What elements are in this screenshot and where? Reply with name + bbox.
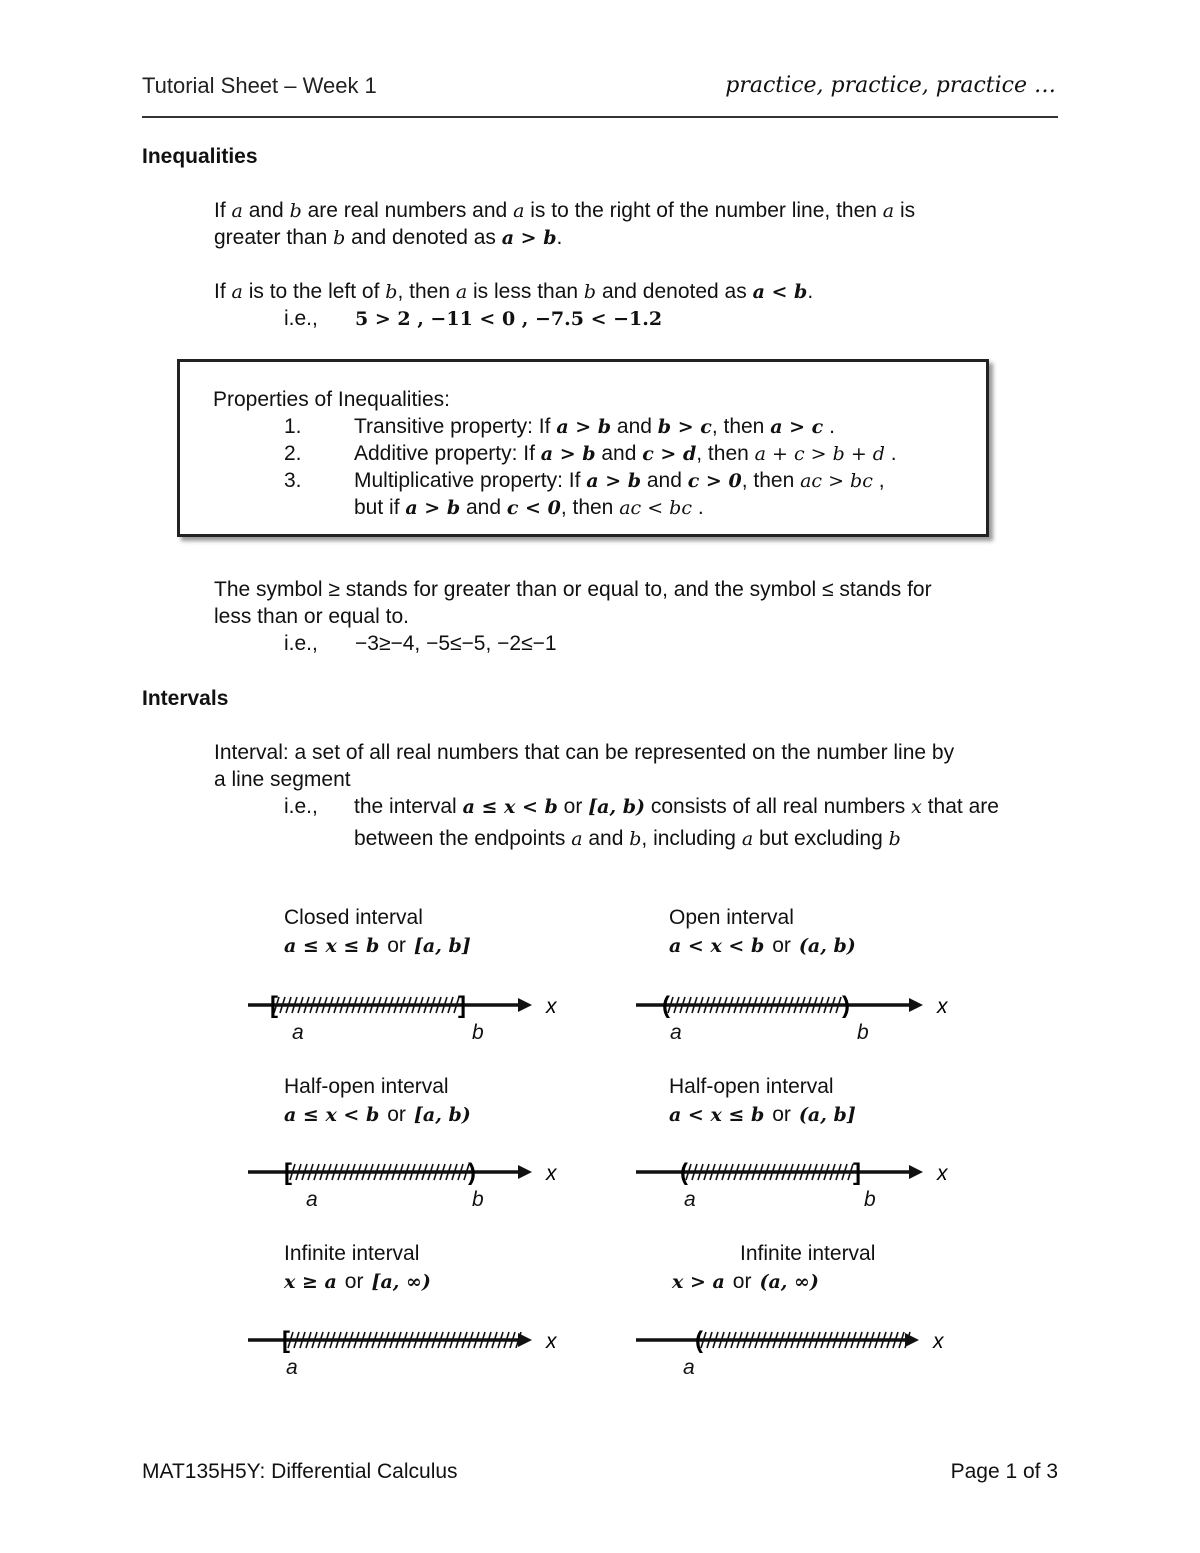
text: is less than [473,280,579,303]
math-var: b [629,828,642,850]
arrowhead-icon [909,1165,923,1179]
inequality-example-prefix: i.e., [284,307,318,330]
math-expression: c > 0 [687,470,742,492]
interval-endpoint-bracket: ) [842,992,850,1019]
math-expression: a > b [540,443,596,465]
text: consists of all real numbers [650,795,906,818]
math-expression: [a, b) [588,796,645,818]
math-expression: a > b [501,227,557,249]
math-expression: (a, ∞) [759,1271,819,1293]
number-line [0,1310,1200,1370]
symbols-example: −3≥−4, −5≤−5, −2≤−1 [355,632,557,655]
text: . [890,442,897,465]
symbols-line-1: The symbol ≥ stands for greater than or equal to, and the symbol ≤ stands for [214,578,932,601]
math-expression: c < 0 [506,497,561,519]
header-motto: practice, practice, practice … [725,73,1056,98]
math-var: x [911,796,922,818]
math-expression: (a, b] [798,1104,856,1126]
interval-example-prefix: i.e., [284,795,318,818]
property-number-1: 1. [284,415,302,438]
text: the interval [354,795,457,818]
math-expression: a > b [405,497,461,519]
math-var: a [231,200,243,222]
math-var: a [513,200,525,222]
axis-label: x [546,1162,557,1185]
interval-diagram-title: Infinite interval [740,1242,876,1265]
inequality-definition-line-1 [214,199,915,223]
math-var: b [385,281,398,303]
interval-endpoint-bracket: [ [282,1327,290,1354]
text: and [248,199,284,222]
interval-example-line-1 [354,795,999,819]
math-expression: [a, ∞) [371,1271,431,1293]
text: and [465,496,502,519]
interval-endpoint-bracket: [ [284,1159,292,1186]
text: , including [641,827,736,850]
interval-endpoint-bracket: ] [458,992,466,1019]
property-number-2: 2. [284,442,302,465]
math-expression: a ≤ x < b [462,796,558,818]
math-expression: [a, b) [413,1104,471,1126]
property-transitive [354,415,835,439]
math-expression: c > d [642,443,697,465]
text: Multiplicative property: If [354,469,581,492]
header-divider [142,116,1058,118]
math-expression: a < x ≤ b [669,1104,765,1126]
math-expression: b > c [657,416,712,438]
text: or [772,1103,791,1126]
endpoint-label-a: a [286,1356,298,1379]
text: . [829,415,835,438]
text: are real numbers and [307,199,508,222]
text: If [214,199,226,222]
math-var: b [583,281,597,303]
axis-label: x [546,1330,557,1353]
math-expression: a ≤ x < b [284,1104,380,1126]
axis-label: x [937,1162,948,1185]
math-expression: a + c > b + d [754,443,885,465]
math-expression: a < x < b [669,935,765,957]
endpoint-label-a: a [292,1021,304,1044]
text: , then [711,415,765,438]
math-expression: (a, b) [798,935,856,957]
math-expression: a ≤ x ≤ b [284,935,380,957]
header-title: Tutorial Sheet – Week 1 [142,73,377,98]
section-heading-inequalities: Inequalities [142,145,258,168]
interval-example-line-2 [354,827,901,851]
footer-page-number: Page 1 of 3 [950,1460,1058,1483]
interval-diagram-notation [284,1270,431,1294]
endpoint-label-a: a [684,1188,696,1211]
interval-diagram-notation [672,1270,819,1294]
math-var: a [231,281,243,303]
axis-label: x [937,995,948,1018]
interval-endpoint-bracket: ) [468,1159,476,1186]
text: , then [560,496,614,519]
axis-label: x [546,995,557,1018]
endpoint-label-b: b [472,1021,484,1044]
math-expression: ac > bc [800,470,873,492]
math-var: a [455,281,468,303]
number-line [0,1142,1200,1202]
inequality-less-than-line [214,280,813,304]
math-var: a [571,828,583,850]
math-var: b [333,227,346,249]
text: between the endpoints [354,827,566,850]
text: or [344,1270,364,1293]
text: , then [397,280,450,303]
symbols-example-prefix: i.e., [284,632,318,655]
interval-endpoint-bracket: ( [680,1159,688,1186]
text: and [601,442,637,465]
interval-diagram-title: Open interval [669,906,794,929]
math-var: a [741,828,754,850]
math-expression: a > b [556,416,612,438]
inequality-example: 5 > 2 , −11 < 0 , −7.5 < −1.2 [355,308,663,330]
number-line [0,975,1200,1035]
interval-diagram-notation [669,1103,856,1127]
math-var: a [882,200,895,222]
interval-diagram-title: Infinite interval [284,1242,420,1265]
arrowhead-icon [909,998,923,1012]
interval-endpoint-bracket: ( [695,1327,703,1354]
text: . [697,496,704,519]
math-expression: a > c [770,416,824,438]
interval-definition-line-2: a line segment [214,768,351,791]
interval-endpoint-bracket: ( [662,992,670,1019]
text: , [878,469,885,492]
text: or [387,934,406,957]
text: or [563,795,583,818]
interval-diagram-title: Half-open interval [669,1075,834,1098]
text: that are [927,795,999,818]
interval-diagram-notation [284,1103,471,1127]
text: , then [696,442,749,465]
interval-diagram-title: Half-open interval [284,1075,449,1098]
text: If [214,280,226,303]
property-multiplicative [354,469,885,493]
math-expression: x ≥ a [284,1271,337,1293]
math-expression: a > b [586,470,642,492]
section-heading-intervals: Intervals [142,687,229,710]
math-var: b [888,828,901,850]
interval-definition-line-1: Interval: a set of all real numbers that can be represented on the number line by [214,741,955,764]
math-expression: x > a [672,1271,725,1293]
text: and denoted as [351,226,496,249]
property-additive [354,442,897,466]
text: or [732,1270,752,1293]
endpoint-label-a: a [306,1188,318,1211]
footer-course: MAT135H5Y: Differential Calculus [142,1460,458,1483]
math-expression: a < b [752,281,808,303]
text: and [588,827,624,850]
interval-diagram-notation [284,934,471,958]
interval-endpoint-bracket: [ [270,992,278,1019]
text: but excluding [759,827,883,850]
endpoint-label-a: a [670,1021,682,1044]
property-multiplicative-continued [354,496,704,520]
math-expression: ac < bc [619,497,692,519]
symbols-line-2: less than or equal to. [214,605,409,628]
interval-endpoint-bracket: ] [853,1159,861,1186]
text: . [807,280,814,303]
property-number-3: 3. [284,469,302,492]
text: but if [354,496,400,519]
text: or [387,1103,406,1126]
endpoint-label-b: b [857,1021,869,1044]
text: , then [741,469,795,492]
endpoint-label-a: a [683,1356,695,1379]
endpoint-label-b: b [472,1188,484,1211]
text: . [556,226,563,249]
interval-diagram-notation [669,934,856,958]
text: is [899,199,916,222]
interval-diagram-title: Closed interval [284,906,423,929]
math-expression: [a, b] [413,935,471,957]
text: greater than [214,226,328,249]
axis-label: x [933,1330,944,1353]
text: and [646,469,682,492]
math-var: b [289,200,302,222]
text: is to the left of [248,280,380,303]
text: and denoted as [601,280,747,303]
text: Additive property: If [354,442,535,465]
properties-title: Properties of Inequalities: [213,388,450,411]
text: is to the right of the number line, then [530,199,877,222]
endpoint-label-b: b [864,1188,876,1211]
text: or [772,934,791,957]
inequality-definition-line-2 [214,226,562,250]
text: Transitive property: If [354,415,551,438]
text: and [616,415,652,438]
